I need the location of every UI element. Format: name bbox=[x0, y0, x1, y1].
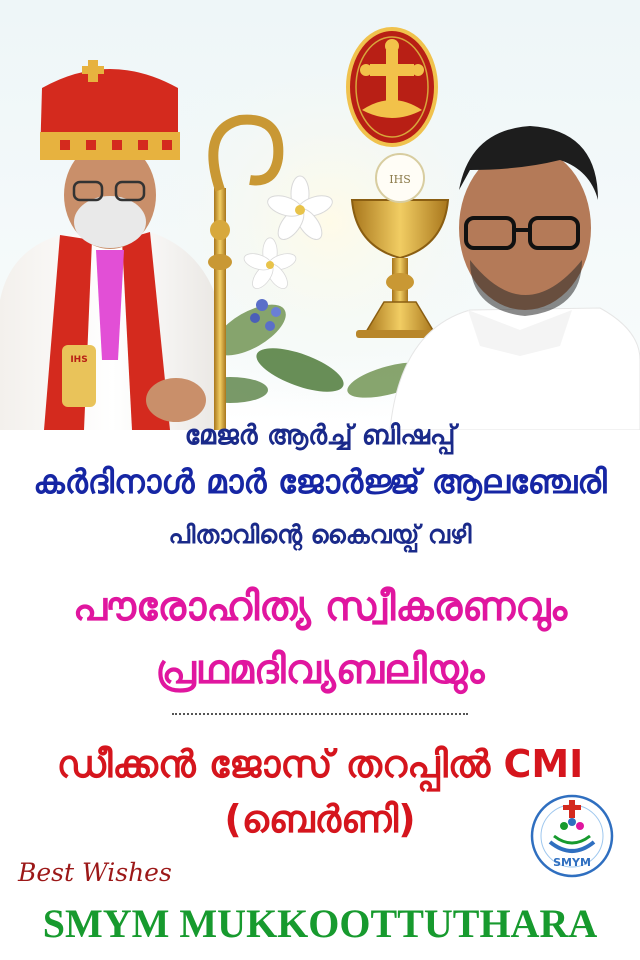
banner-artwork bbox=[0, 0, 640, 430]
archbishop-title-text: മേജർ ആർച്ച് ബിഷപ്പ് bbox=[184, 420, 456, 451]
svg-text:IHS: IHS bbox=[389, 173, 411, 186]
first-mass-text: പ്രഥമദിവ്യബലിയും bbox=[155, 647, 485, 693]
cardinal-name-text: കർദിനാൾ മാർ ജോർജ്ജ് ആലഞ്ചേരി bbox=[33, 462, 607, 501]
dotted-divider bbox=[172, 713, 468, 715]
organization-name-text: SMYM MUKKOOTTUTHARA bbox=[42, 901, 598, 946]
laying-hands-text: പിതാവിന്റെ കൈവയ്പ് വഴി bbox=[168, 520, 472, 549]
smym-logo-icon bbox=[520, 790, 624, 886]
best-wishes-text: Best Wishes bbox=[18, 858, 172, 887]
emblem-icon bbox=[348, 29, 436, 145]
deacon-name-text: ഡീക്കൻ ജോസ് തറപ്പിൽ CMI bbox=[56, 742, 584, 786]
svg-text:IHS: IHS bbox=[70, 355, 88, 365]
ordination-text: പൗരോഹിത്യ സ്വീകരണവും bbox=[72, 584, 568, 630]
deacon-nickname-text: (ബെർണി) bbox=[224, 797, 416, 841]
smym-logo-label: SMYM bbox=[553, 856, 591, 869]
